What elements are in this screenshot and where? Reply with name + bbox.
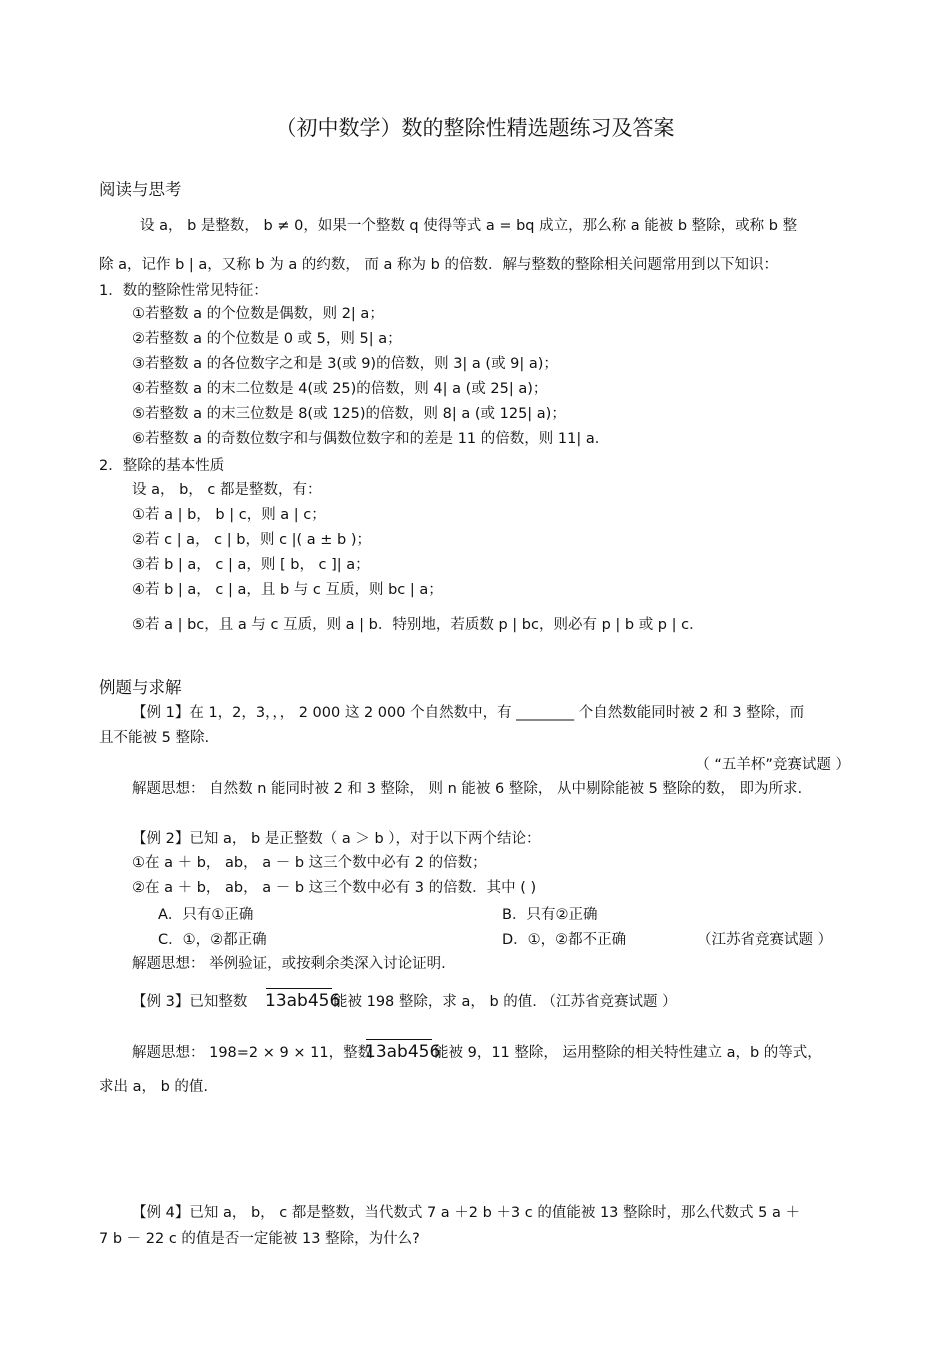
example-2-option-c: C．①，②都正确 bbox=[158, 932, 267, 948]
example-2-hint: 解题思想： 举例验证，或按剩余类深入讨论证明. bbox=[132, 956, 446, 972]
example-2-option-d: D．①，②都不正确 bbox=[502, 932, 627, 948]
property-2: ②若 c | a， c | b，则 c |( a ± b )； bbox=[132, 532, 372, 548]
example-3-hint-line-2: 求出 a， b 的值. bbox=[99, 1079, 209, 1095]
example-3-hint-suffix: 能被 9，11 整除， 运用整除的相关特性建立 a，b 的等式， bbox=[434, 1045, 822, 1061]
property-1: ①若 a | b， b | c，则 a | c； bbox=[132, 507, 326, 523]
reading-heading: 阅读与思考 bbox=[99, 180, 182, 199]
example-1-line-2: 且不能被 5 整除. bbox=[99, 730, 210, 746]
page-title: （初中数学）数的整除性精选题练习及答案 bbox=[275, 116, 675, 140]
example-1-source: （ “五羊杯”竞赛试题 ） bbox=[695, 757, 850, 773]
intro-line-2: 除 a，记作 b | a，又称 b 为 a 的约数， 而 a 称为 b 的倍数．解与整数的整除相关问题常用到以下知识： bbox=[99, 257, 778, 273]
example-3-suffix: 能被 198 整除，求 a， b 的值. （江苏省竞赛试题 ） bbox=[333, 994, 677, 1010]
section-2-title: 2．整除的基本性质 bbox=[99, 458, 225, 474]
intro-line-1: 设 a， b 是整数， b ≠ 0，如果一个整数 q 使得等式 a = bq 成立，那么称 a 能被 b 整除，或称 b 整 bbox=[140, 218, 798, 234]
example-4-line-2: 7 b － 22 c 的值是否一定能被 13 整除，为什么? bbox=[99, 1231, 420, 1247]
example-3-number: 13ab456 bbox=[265, 991, 341, 1011]
divisibility-rule-5: ⑤若整数 a 的末三位数是 8(或 125)的倍数，则 8| a (或 125| a)； bbox=[132, 406, 566, 422]
property-5: ⑤若 a | bc，且 a 与 c 互质，则 a | b．特别地，若质数 p | bc，则必有 p | b 或 p | c． bbox=[132, 617, 704, 633]
example-2-line-3: ②在 a ＋ b， ab， a － b 这三个数中必有 3 的倍数．其中 ( ) bbox=[132, 880, 537, 896]
example-2-line-2: ①在 a ＋ b， ab， a － b 这三个数中必有 2 的倍数； bbox=[132, 855, 487, 871]
section-1-title: 1．数的整除性常见特征： bbox=[99, 283, 268, 299]
example-1-hint: 解题思想： 自然数 n 能同时被 2 和 3 整除， 则 n 能被 6 整除， 从中剔除能被 5 整除的数， 即为所求. bbox=[132, 781, 803, 797]
divisibility-rule-1: ①若整数 a 的个位数是偶数，则 2| a； bbox=[132, 306, 384, 322]
example-4-line-1: 【例 4】已知 a， b， c 都是整数，当代数式 7 a ＋2 b ＋3 c 的值能被 13 整除时，那么代数式 5 a ＋ bbox=[132, 1205, 800, 1221]
example-3-hint-number: 13ab456 bbox=[365, 1042, 441, 1062]
divisibility-rule-3: ③若整数 a 的各位数字之和是 3(或 9)的倍数，则 3| a (或 9| a)； bbox=[132, 356, 558, 372]
divisibility-rule-4: ④若整数 a 的末二位数是 4(或 25)的倍数，则 4| a (或 25| a)； bbox=[132, 381, 548, 397]
example-3-hint-prefix: 解题思想： 198=2 × 9 × 11，整数 bbox=[132, 1045, 373, 1061]
property-3: ③若 b | a， c | a，则 [ b， c ]| a； bbox=[132, 557, 370, 573]
example-2-option-b: B．只有②正确 bbox=[502, 907, 598, 923]
section-2-lead: 设 a， b， c 都是整数，有： bbox=[132, 482, 322, 498]
example-1-line-1: 【例 1】在 1，2，3，，， 2 000 这 2 000 个自然数中，有 ________ 个自然数能同时被 2 和 3 整除，而 bbox=[132, 705, 805, 721]
example-2-option-a: A．只有①正确 bbox=[158, 907, 254, 923]
divisibility-rule-6: ⑥若整数 a 的奇数位数字和与偶数位数字和的差是 11 的倍数，则 11| a． bbox=[132, 431, 610, 447]
examples-heading: 例题与求解 bbox=[99, 678, 182, 697]
example-2-line-1: 【例 2】已知 a， b 是正整数（ a ＞ b ），对于以下两个结论： bbox=[132, 831, 541, 847]
example-3-hint-overline bbox=[366, 1039, 432, 1040]
property-4: ④若 b | a， c | a，且 b 与 c 互质，则 bc | a； bbox=[132, 582, 443, 598]
example-3-overline bbox=[266, 988, 332, 989]
example-3-prefix: 【例 3】已知整数 bbox=[132, 994, 248, 1010]
example-2-source: （江苏省竞赛试题 ） bbox=[697, 932, 833, 948]
divisibility-rule-2: ②若整数 a 的个位数是 0 或 5，则 5| a； bbox=[132, 331, 402, 347]
